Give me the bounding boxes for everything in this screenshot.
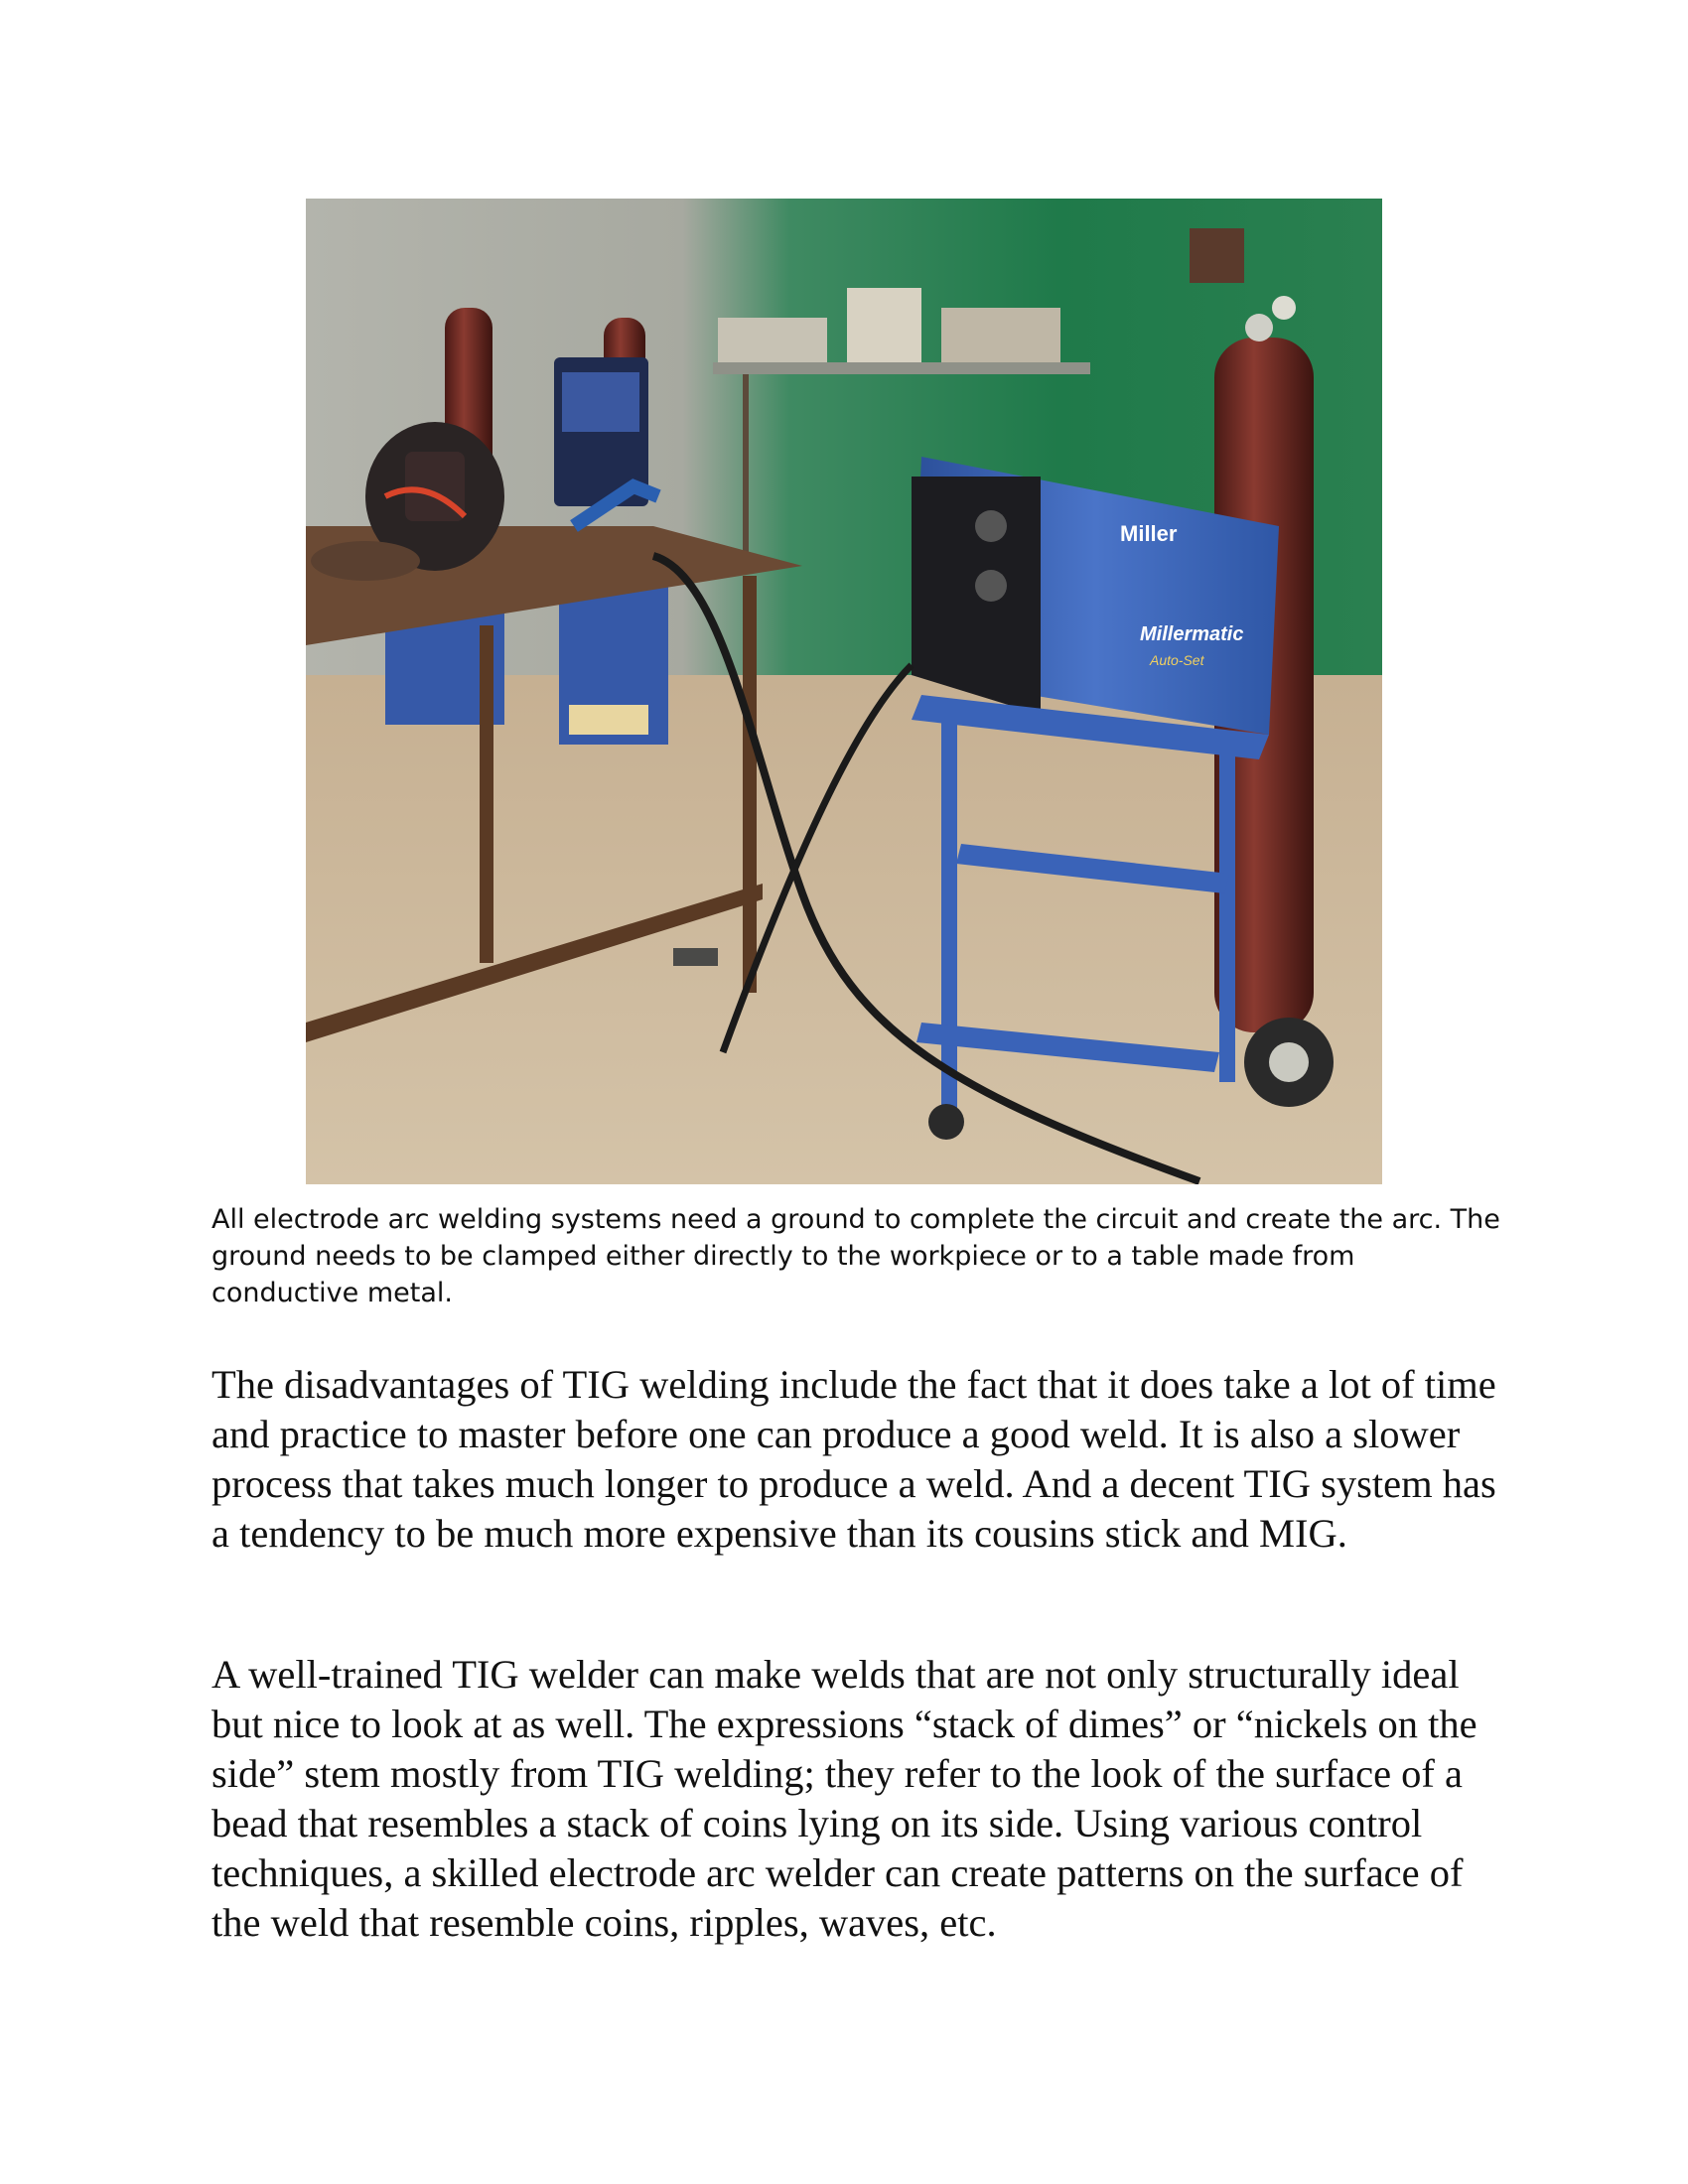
regulator-box (1190, 228, 1244, 283)
ground-clamp (673, 948, 718, 966)
cart-frame (1219, 754, 1235, 1082)
model-label: Millermatic (1140, 623, 1244, 645)
welder-dial (975, 570, 1007, 602)
welder-dial (975, 510, 1007, 542)
back-shelf (713, 362, 1090, 374)
model-sub-label: Auto-Set (1150, 652, 1204, 668)
table-leg (743, 576, 757, 993)
metal-samples (718, 318, 827, 362)
welding-workshop-photo (306, 199, 1382, 1184)
shelf-post (743, 374, 749, 573)
body-paragraph-1: The disadvantages of TIG welding include the fact that it does take a lot of time and practice to master before one can produce a good weld. It is also a slower process that takes much longer to produce a weld. And a decent TIG system has a tendency to be much more expensive than its cousins stick and MIG. (211, 1362, 1496, 1556)
cart-wheel (928, 1104, 964, 1140)
cart-frame (941, 715, 957, 1112)
brand-label: Miller (1120, 521, 1178, 546)
welder-front-panel (912, 477, 1041, 715)
table-leg (480, 625, 493, 963)
gloves-on-cart (569, 705, 648, 735)
metal-samples-board (847, 288, 921, 362)
body-paragraph-2: A well-trained TIG welder can make welds that are not only structurally ideal but nice to look at as well. The expressions “stack of dimes” or “nickels on the side” stem mostly from TIG welding; they refer to the look of the surface of a bead that resembles a stack of coins lying on its side. Using various control techniques, a skilled electrode arc welder can create patterns on the surface of the weld that resemble coins, ripples, waves, etc. (211, 1652, 1477, 1945)
welding-gloves (311, 541, 420, 581)
figure-caption: All electrode arc welding systems need a ground to complete the circuit and create the arc. The ground needs to be clamped either directly to the workpiece or to a table made from conductive metal. (211, 1204, 1500, 1308)
regulator-gauge (1245, 314, 1273, 341)
metal-samples (941, 308, 1060, 362)
